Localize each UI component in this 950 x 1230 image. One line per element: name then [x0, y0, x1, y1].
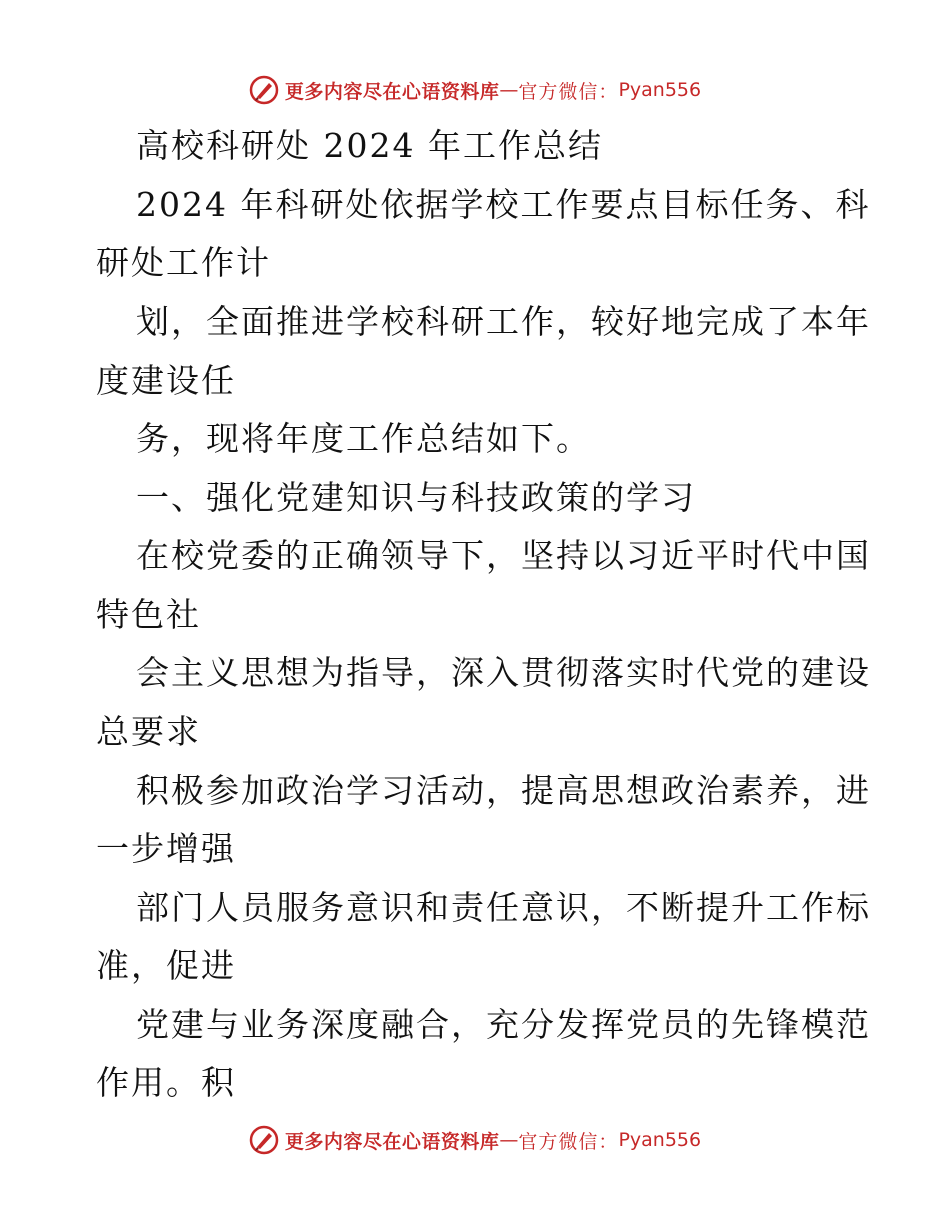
banner-wechat-id: Pyan556 [618, 1129, 702, 1151]
banner-dash: — [499, 79, 519, 101]
pen-logo-icon [249, 75, 279, 105]
paragraph-line: 划，全面推进学校科研工作，较好地完成了本年 [136, 302, 871, 341]
footer-banner [0, 1120, 950, 1160]
paragraph-line: 党建与业务深度融合，充分发挥党员的先锋模范 [136, 1005, 871, 1044]
paragraph-line: 准，促进 [96, 946, 236, 985]
paragraph-line: 一步增强 [96, 829, 236, 868]
paragraph-line: 积极参加政治学习活动，提高思想政治素养，进 [136, 771, 871, 810]
paragraph-line: 会主义思想为指导，深入贯彻落实时代党的建设 [136, 653, 871, 692]
document-title: 高校科研处 2024 年工作总结 [136, 126, 603, 165]
section-heading: 一、强化党建知识与科技政策的学习 [136, 478, 696, 517]
banner-official-label: 官方微信： [518, 1130, 619, 1153]
paragraph-line: 务，现将年度工作总结如下。 [136, 419, 591, 458]
paragraph-line: 总要求 [96, 712, 201, 751]
paragraph-line: 作用。积 [96, 1063, 236, 1102]
banner-official-label: 官方微信： [518, 80, 619, 103]
paragraph-line: 2024 年科研处依据学校工作要点目标任务、科 [136, 185, 871, 224]
banner-main-text: 更多内容尽在心语资料库 [284, 1130, 500, 1153]
paragraph-line: 部门人员服务意识和责任意识，不断提升工作标 [136, 888, 871, 927]
header-banner [0, 70, 950, 110]
paragraph-line: 度建设任 [96, 361, 236, 400]
banner-dash: — [499, 1129, 519, 1151]
paragraph-line: 研处工作计 [96, 243, 271, 282]
banner-main-text: 更多内容尽在心语资料库 [284, 80, 500, 103]
pen-logo-icon [249, 1125, 279, 1155]
paragraph-line: 特色社 [96, 595, 201, 634]
paragraph-line: 在校党委的正确领导下，坚持以习近平时代中国 [136, 536, 871, 575]
banner-wechat-id: Pyan556 [618, 79, 702, 101]
